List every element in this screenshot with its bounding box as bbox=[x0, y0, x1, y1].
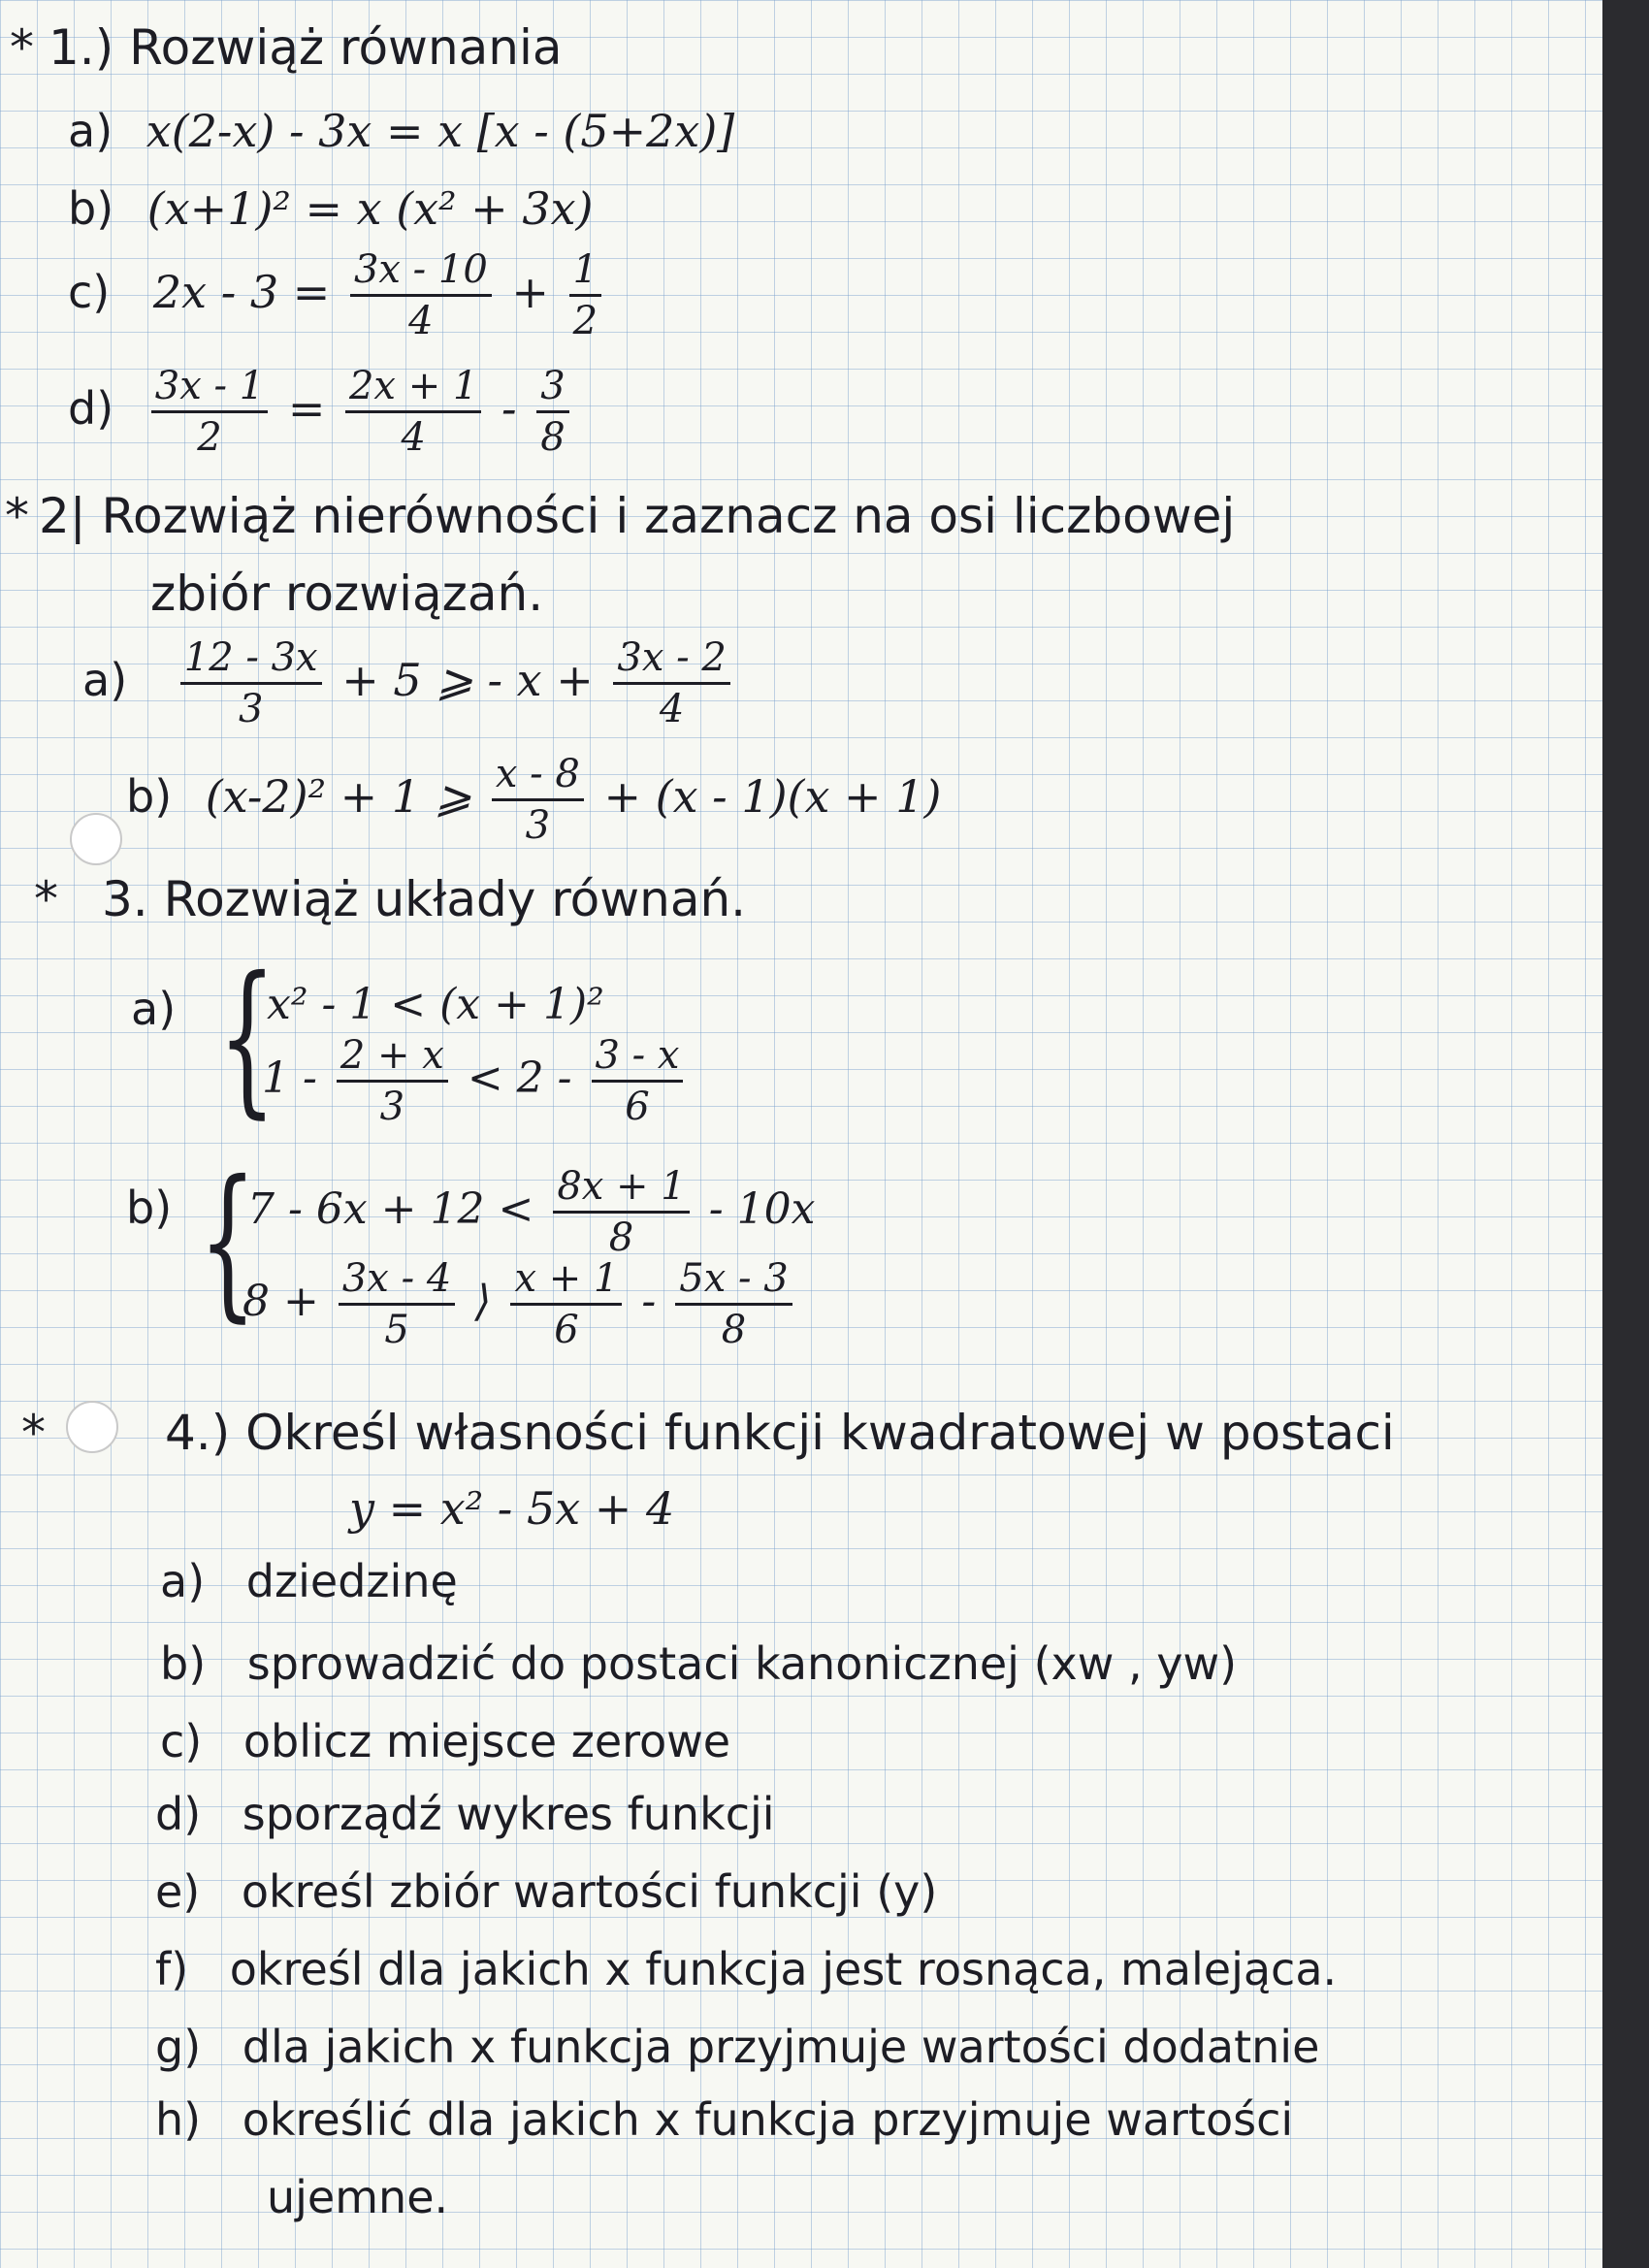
task4-item-c bbox=[160, 1717, 730, 1766]
task2-a-f2-numerator: 3x - 2 bbox=[613, 635, 729, 685]
task2-a-f2-denominator: 4 bbox=[659, 687, 685, 731]
task1-d-fraction-3 bbox=[536, 364, 568, 460]
task3-b-l2-minus: - bbox=[641, 1277, 657, 1326]
task3-b-line2 bbox=[242, 1256, 798, 1352]
task4-item-h-label: h) bbox=[155, 2093, 202, 2146]
task3-a-l2-fraction-2 bbox=[592, 1033, 684, 1129]
task1-b bbox=[68, 184, 594, 234]
task3-b-l2-f2-numerator: x + 1 bbox=[510, 1256, 622, 1306]
task1-d-fraction-1 bbox=[151, 364, 268, 460]
task1-d-f2-numerator: 2x + 1 bbox=[345, 364, 481, 413]
task1-star: * bbox=[10, 19, 34, 76]
task4-item-a bbox=[160, 1557, 458, 1606]
task4-item-b bbox=[160, 1639, 1237, 1689]
task1-d-f1-denominator: 2 bbox=[197, 415, 222, 460]
task1-d-f1-numerator: 3x - 1 bbox=[151, 364, 268, 413]
task1-b-equation: (x+1)² = x (x² + 3x) bbox=[146, 182, 594, 235]
task2-b-fraction bbox=[492, 752, 584, 848]
task3-b-l1-fraction bbox=[553, 1164, 689, 1260]
task3-b-l2-left: 8 + bbox=[242, 1277, 319, 1326]
task1-a-label: a) bbox=[68, 105, 113, 157]
task3-b-l2-f3-numerator: 5x - 3 bbox=[675, 1256, 792, 1306]
task4-item-g bbox=[155, 2023, 1319, 2072]
task4-item-a-label: a) bbox=[160, 1555, 206, 1607]
task1-d-equals: = bbox=[287, 382, 326, 435]
task4-item-h bbox=[155, 2095, 1293, 2145]
task1-c-f2-denominator: 2 bbox=[572, 299, 598, 343]
task1-c-f1-numerator: 3x - 10 bbox=[350, 247, 492, 297]
task1-c-left: 2x - 3 = bbox=[152, 266, 331, 318]
task2-b-denominator: 3 bbox=[525, 803, 551, 848]
task1-c-fraction-1 bbox=[350, 247, 492, 343]
task2-title-line2: zbiór rozwiązań. bbox=[150, 566, 544, 622]
task1-d-minus: - bbox=[501, 382, 517, 435]
task4-item-b-text: sprowadzić do postaci kanonicznej (xw , yw) bbox=[246, 1637, 1238, 1690]
task2-b-right: + (x - 1)(x + 1) bbox=[603, 770, 942, 823]
task1-c-f2-numerator: 1 bbox=[569, 247, 601, 297]
task4-title: 4.) Określ własności funkcji kwadratowej w postaci bbox=[165, 1405, 1395, 1461]
task3-a-l2-f2-denominator: 6 bbox=[625, 1085, 650, 1129]
task1-d-f3-denominator: 8 bbox=[540, 415, 566, 460]
task4-item-c-text: oblicz miejsce zerowe bbox=[242, 1715, 731, 1767]
task4-star: * bbox=[21, 1405, 46, 1461]
task1-d-fraction-2 bbox=[345, 364, 481, 460]
task4-item-g-text: dla jakich x funkcja przyjmuje wartości dodatnie bbox=[242, 2021, 1320, 2073]
task3-a-l2-left: 1 - bbox=[262, 1053, 317, 1103]
task1-c-fraction-2 bbox=[569, 247, 601, 343]
task2-star: * bbox=[5, 488, 29, 544]
task4-item-c-label: c) bbox=[160, 1715, 203, 1767]
task3-b-l2-f1-denominator: 5 bbox=[384, 1308, 409, 1352]
task3-b-brace: { bbox=[199, 1146, 257, 1338]
task3-a-l2-f1-numerator: 2 + x bbox=[337, 1033, 448, 1083]
task3-a-label: a) bbox=[131, 983, 177, 1035]
task1-title: 1.) Rozwiąż równania bbox=[48, 19, 563, 76]
task1-d-label: d) bbox=[68, 382, 114, 435]
task4-item-e bbox=[155, 1867, 937, 1917]
task3-b-l1-denominator: 8 bbox=[608, 1215, 634, 1260]
punch-hole-top bbox=[70, 813, 122, 865]
task4-item-d bbox=[155, 1790, 775, 1839]
task1-c-plus: + bbox=[511, 266, 549, 318]
task1-a bbox=[68, 107, 734, 156]
task2-a-middle: + 5 ⩾ - x + bbox=[341, 654, 594, 706]
task2-b bbox=[126, 752, 941, 848]
task3-a-l2-middle: < 2 - bbox=[467, 1053, 572, 1103]
task1-d-f2-denominator: 4 bbox=[401, 415, 426, 460]
task4-item-f-text: określ dla jakich x funkcja jest rosnąca, malejąca. bbox=[229, 1943, 1338, 1995]
task4-item-h-continuation: ujemne. bbox=[267, 2171, 449, 2223]
task2-b-label: b) bbox=[126, 770, 173, 823]
task3-a-brace: { bbox=[218, 942, 276, 1134]
task1-c-label: c) bbox=[68, 266, 111, 318]
punch-hole-bottom bbox=[66, 1401, 118, 1453]
task3-b-label: b) bbox=[126, 1182, 173, 1234]
task2-a-fraction-1 bbox=[180, 635, 322, 731]
scan-edge bbox=[1602, 0, 1649, 2268]
task3-title: 3. Rozwiąż układy równań. bbox=[102, 871, 747, 927]
task2-title-line1: 2| Rozwiąż nierówności i zaznacz na osi liczbowej bbox=[39, 488, 1236, 544]
task1-d bbox=[68, 364, 575, 460]
task2-b-numerator: x - 8 bbox=[492, 752, 584, 801]
task1-a-equation: x(2-x) - 3x = x [x - (5+2x)] bbox=[146, 105, 735, 157]
task3-b-line1 bbox=[247, 1164, 815, 1260]
task3-star: * bbox=[34, 871, 58, 927]
task4-item-f-label: f) bbox=[155, 1943, 189, 1995]
task2-a-label: a) bbox=[82, 654, 128, 706]
task2-a bbox=[82, 635, 736, 731]
task1-d-f3-numerator: 3 bbox=[536, 364, 568, 413]
task3-b-l2-fraction-2 bbox=[510, 1256, 622, 1352]
task2-b-left: (x-2)² + 1 ⩾ bbox=[205, 770, 472, 823]
task4-item-d-label: d) bbox=[155, 1788, 202, 1840]
task4-item-e-text: określ zbiór wartości funkcji (y) bbox=[241, 1865, 938, 1918]
task3-b-l2-f2-denominator: 6 bbox=[554, 1308, 579, 1352]
task3-b-l2-middle: ⟩ bbox=[474, 1277, 492, 1326]
task4-item-d-text: sporządź wykres funkcji bbox=[242, 1788, 775, 1840]
task3-a-l2-f2-numerator: 3 - x bbox=[592, 1033, 684, 1083]
task3-b-l2-f3-denominator: 8 bbox=[721, 1308, 747, 1352]
task4-item-g-label: g) bbox=[155, 2021, 202, 2073]
task1-c-f1-denominator: 4 bbox=[408, 299, 434, 343]
task1-b-label: b) bbox=[68, 182, 114, 235]
task3-a-l2-f1-denominator: 3 bbox=[379, 1085, 405, 1129]
task3-a-line1: x² - 1 < (x + 1)² bbox=[267, 980, 604, 1029]
task3-a-l2-fraction-1 bbox=[337, 1033, 448, 1129]
task1-c bbox=[68, 247, 607, 343]
task4-item-f bbox=[155, 1945, 1337, 1994]
task3-b-l2-fraction-1 bbox=[339, 1256, 455, 1352]
task3-b-l2-f1-numerator: 3x - 4 bbox=[339, 1256, 455, 1306]
task2-a-f1-numerator: 12 - 3x bbox=[180, 635, 322, 685]
task4-item-e-label: e) bbox=[155, 1865, 201, 1918]
task3-b-l2-fraction-3 bbox=[675, 1256, 792, 1352]
task4-item-h-text: określić dla jakich x funkcja przyjmuje wartości bbox=[242, 2093, 1294, 2146]
task3-b-l1-left: 7 - 6x + 12 < bbox=[247, 1184, 534, 1234]
task3-b-l1-numerator: 8x + 1 bbox=[553, 1164, 689, 1214]
task4-item-a-text: dziedzinę bbox=[245, 1555, 458, 1607]
task3-a-line2 bbox=[262, 1033, 689, 1129]
task2-a-fraction-2 bbox=[613, 635, 729, 731]
task3-b-l1-right: - 10x bbox=[708, 1184, 816, 1234]
task4-function: y = x² - 5x + 4 bbox=[349, 1482, 675, 1535]
task2-a-f1-denominator: 3 bbox=[238, 687, 264, 731]
task4-item-b-label: b) bbox=[160, 1637, 207, 1690]
